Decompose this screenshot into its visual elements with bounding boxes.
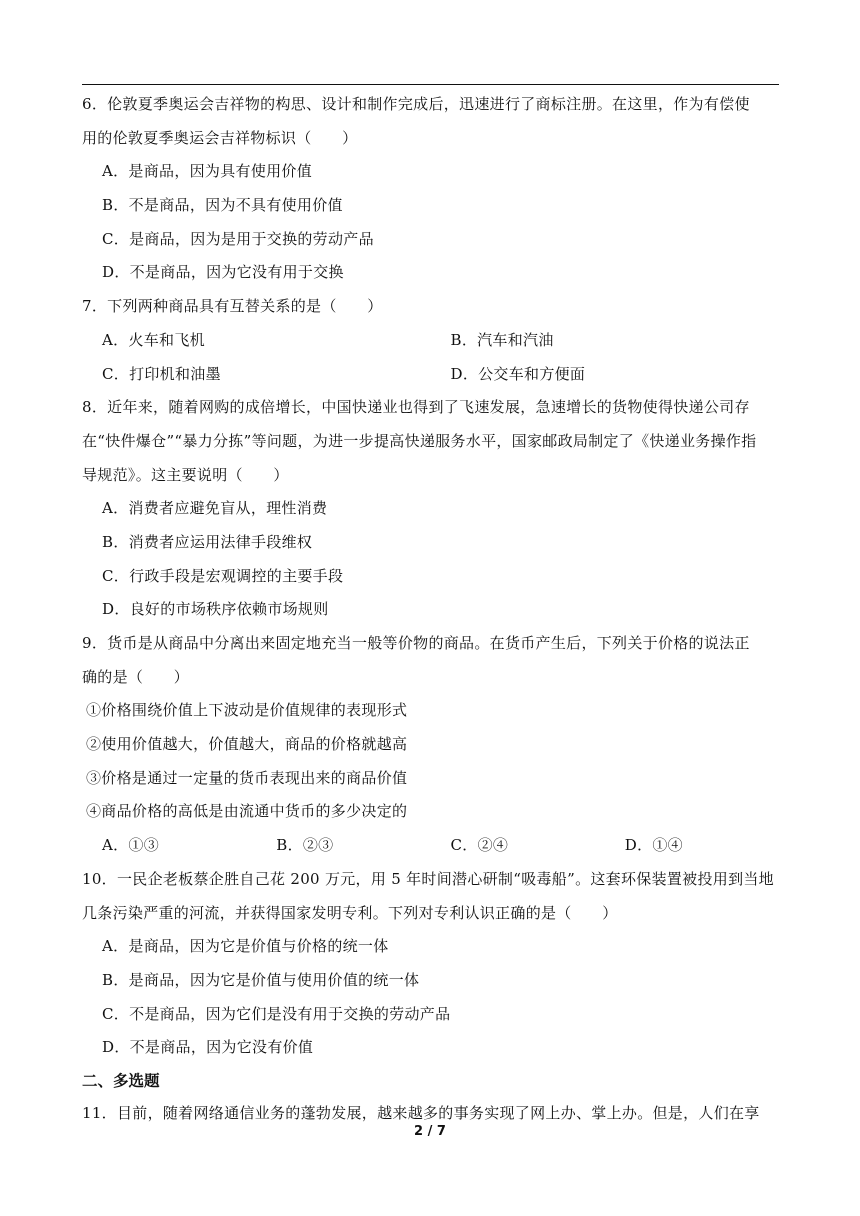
question-stem: 导规范》。这主要说明（ ） — [82, 465, 289, 484]
option-b: B．是商品，因为它是价值与使用价值的统一体 — [102, 970, 420, 989]
question-stem: 用的伦敦夏季奥运会吉祥物标识（ ） — [82, 128, 358, 147]
option-a: A．是商品，因为它是价值与价格的统一体 — [102, 937, 389, 956]
option-c: C．不是商品，因为它们是没有用于交换的劳动产品 — [102, 1004, 451, 1023]
option-c: C．②④ — [450, 836, 509, 855]
question-content — [82, 88, 779, 1131]
option-b: B．②③ — [276, 836, 334, 855]
option-a: A．火车和飞机 — [102, 330, 205, 349]
question-stem: 10．一民企老板蔡企胜自己花 200 万元，用 5 年时间潜心研制“吸毒船”。这套环保装置被投用到当地 — [82, 869, 774, 888]
question-stem: 在“快件爆仓”“暴力分拣”等问题，为进一步提高快递服务水平，国家邮政局制定了《快递业务操作指 — [82, 431, 757, 450]
question-stem: 7．下列两种商品具有互替关系的是（ ） — [82, 297, 383, 316]
option-d: D．公交车和方便面 — [450, 364, 586, 383]
option-c: C．是商品，因为是用于交换的劳动产品 — [102, 229, 374, 248]
header-rule — [82, 84, 779, 85]
statement-2: ②使用价值越大，价值越大，商品的价格就越高 — [86, 735, 408, 754]
option-a: A．消费者应避免盲从，理性消费 — [102, 499, 328, 518]
page-number: 2 / 7 — [414, 1124, 446, 1139]
option-c: C．打印机和油墨 — [102, 364, 221, 383]
option-d: D．良好的市场秩序依赖市场规则 — [102, 600, 329, 619]
option-b: B．不是商品，因为不具有使用价值 — [102, 196, 343, 215]
option-d: D．不是商品，因为它没有用于交换 — [102, 263, 344, 282]
statement-4: ④商品价格的高低是由流通中货币的多少决定的 — [86, 802, 408, 821]
question-10 — [82, 863, 779, 1065]
question-9 — [82, 627, 779, 863]
question-7 — [82, 290, 779, 391]
option-a: A．是商品，因为具有使用价值 — [102, 162, 313, 181]
option-b: B．消费者应运用法律手段维权 — [102, 532, 313, 551]
question-stem: 确的是（ ） — [82, 667, 190, 686]
question-8 — [82, 391, 779, 627]
option-c: C．行政手段是宏观调控的主要手段 — [102, 566, 344, 585]
question-stem: 8．近年来，随着网购的成倍增长，中国快递业也得到了飞速发展，急速增长的货物使得快递公司存 — [82, 398, 750, 417]
section-heading: 二、多选题 — [82, 1071, 160, 1090]
statement-3: ③价格是通过一定量的货币表现出来的商品价值 — [86, 768, 408, 787]
statement-1: ①价格围绕价值上下波动是价值规律的表现形式 — [86, 701, 408, 720]
question-stem: 几条污染严重的河流，并获得国家发明专利。下列对专利认识正确的是（ ） — [82, 903, 618, 922]
question-6 — [82, 88, 779, 290]
question-stem: 9．货币是从商品中分离出来固定地充当一般等价物的商品。在货币产生后，下列关于价格的说法正 — [82, 634, 750, 652]
option-b: B．汽车和汽油 — [450, 330, 554, 349]
option-a: A．①③ — [102, 836, 160, 855]
option-d: D．①④ — [624, 836, 683, 855]
question-stem: 6．伦敦夏季奥运会吉祥物的构思、设计和制作完成后，迅速进行了商标注册。在这里，作为有偿使 — [82, 95, 750, 113]
option-d: D．不是商品，因为它没有价值 — [102, 1038, 314, 1057]
question-stem: 11．目前，随着网络通信业务的蓬勃发展，越来越多的事务实现了网上办、掌上办。但是，人们在享 — [82, 1103, 760, 1122]
